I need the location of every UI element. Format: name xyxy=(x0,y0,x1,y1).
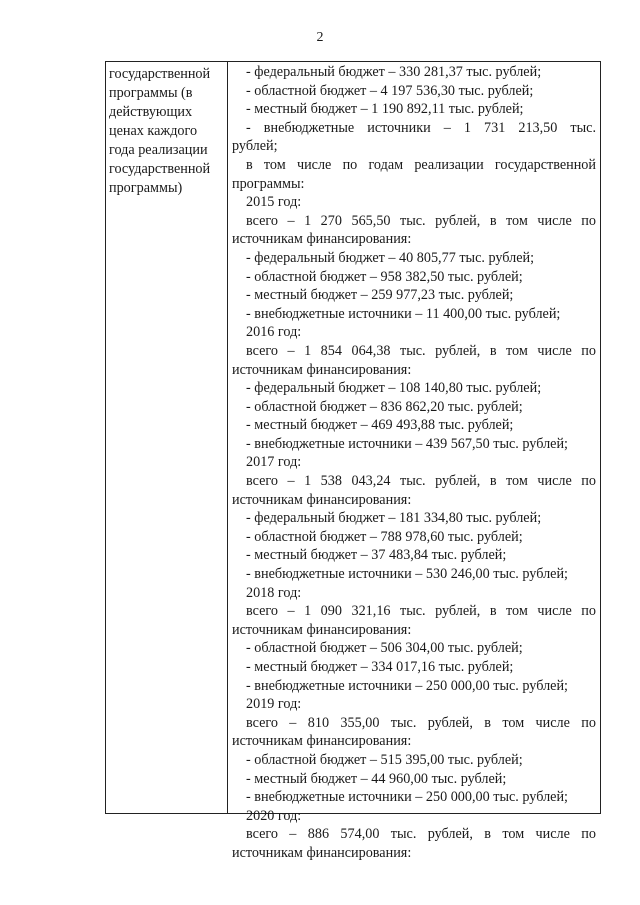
label-line: государственной xyxy=(109,161,211,177)
content-line: - местный бюджет – 334 017,16 тыс. рублей; xyxy=(246,659,514,675)
label-line: государственной xyxy=(109,66,211,82)
table-content-cell xyxy=(228,62,600,861)
content-line: в том числе по годам реализации государственной xyxy=(246,156,596,173)
funding-table xyxy=(105,61,601,861)
content-line: - внебюджетные источники – 250 000,00 тыс. рублей; xyxy=(246,677,568,694)
content-line: 2015 год: xyxy=(246,194,302,211)
page-number: 2 xyxy=(316,30,324,45)
content-line: - местный бюджет – 37 483,84 тыс. рублей; xyxy=(246,547,507,564)
content-line: - внебюджетные источники – 439 567,50 тыс. рублей; xyxy=(246,435,568,452)
content-line: - местный бюджет – 1 190 892,11 тыс. рублей; xyxy=(246,101,524,118)
content-line: - местный бюджет – 259 977,23 тыс. рублей; xyxy=(246,287,514,304)
content-line: - федеральный бюджет – 108 140,80 тыс. рублей; xyxy=(246,380,542,397)
content-line: источникам финансирования: xyxy=(232,844,412,861)
content-line: 2016 год: xyxy=(246,324,302,341)
label-line: программы) xyxy=(109,180,183,196)
content-line: - местный бюджет – 44 960,00 тыс. рублей; xyxy=(246,770,507,787)
content-line: 2020 год: xyxy=(246,807,302,824)
content-line: источникам финансирования: xyxy=(232,733,412,750)
content-line: источникам финансирования: xyxy=(232,361,412,378)
content-line: программы: xyxy=(232,175,305,192)
content-line: - областной бюджет – 836 862,20 тыс. рублей; xyxy=(246,398,523,415)
content-line: - областной бюджет – 506 304,00 тыс. рублей; xyxy=(246,640,523,657)
content-line: рублей; xyxy=(232,138,278,155)
content-line: - внебюджетные источники – 1 731 213,50 тыс. xyxy=(246,119,596,136)
content-line: - местный бюджет – 469 493,88 тыс. рублей; xyxy=(246,417,514,434)
label-line: программы (в xyxy=(109,85,193,101)
content-line: - областной бюджет – 515 395,00 тыс. рублей; xyxy=(246,751,523,768)
content-line: всего – 1 538 043,24 тыс. рублей, в том числе по xyxy=(246,473,596,490)
table-label-cell xyxy=(106,62,228,813)
content-line: всего – 810 355,00 тыс. рублей, в том числе по xyxy=(246,714,596,731)
content-line: всего – 886 574,00 тыс. рублей, в том числе по xyxy=(246,826,596,843)
content-line: всего – 1 854 064,38 тыс. рублей, в том числе по xyxy=(246,342,596,359)
content-line: 2018 год: xyxy=(246,584,302,601)
label-line: года реализации xyxy=(109,142,208,158)
content-line: 2017 год: xyxy=(246,454,302,471)
content-line: - федеральный бюджет – 40 805,77 тыс. рублей; xyxy=(246,249,535,266)
content-line: - внебюджетные источники – 11 400,00 тыс. рублей; xyxy=(246,305,561,322)
content-line: всего – 1 270 565,50 тыс. рублей, в том числе по xyxy=(246,212,596,229)
content-line: - внебюджетные источники – 250 000,00 тыс. рублей; xyxy=(246,789,568,806)
content-line: - внебюджетные источники – 530 246,00 тыс. рублей; xyxy=(246,566,568,583)
content-line: всего – 1 090 321,16 тыс. рублей, в том числе по xyxy=(246,603,596,620)
content-line: - федеральный бюджет – 330 281,37 тыс. рублей; xyxy=(246,64,542,80)
content-line: источникам финансирования: xyxy=(232,231,412,248)
content-line: источникам финансирования: xyxy=(232,621,412,638)
label-line: ценах каждого xyxy=(109,123,198,139)
content-line: 2019 год: xyxy=(246,696,302,713)
content-line: - областной бюджет – 788 978,60 тыс. рублей; xyxy=(246,528,523,545)
content-line: источникам финансирования: xyxy=(232,491,412,508)
label-line: действующих xyxy=(109,104,193,120)
content-line: - областной бюджет – 4 197 536,30 тыс. рублей; xyxy=(246,82,534,99)
content-line: - федеральный бюджет – 181 334,80 тыс. рублей; xyxy=(246,510,542,527)
content-line: - областной бюджет – 958 382,50 тыс. рублей; xyxy=(246,268,523,285)
